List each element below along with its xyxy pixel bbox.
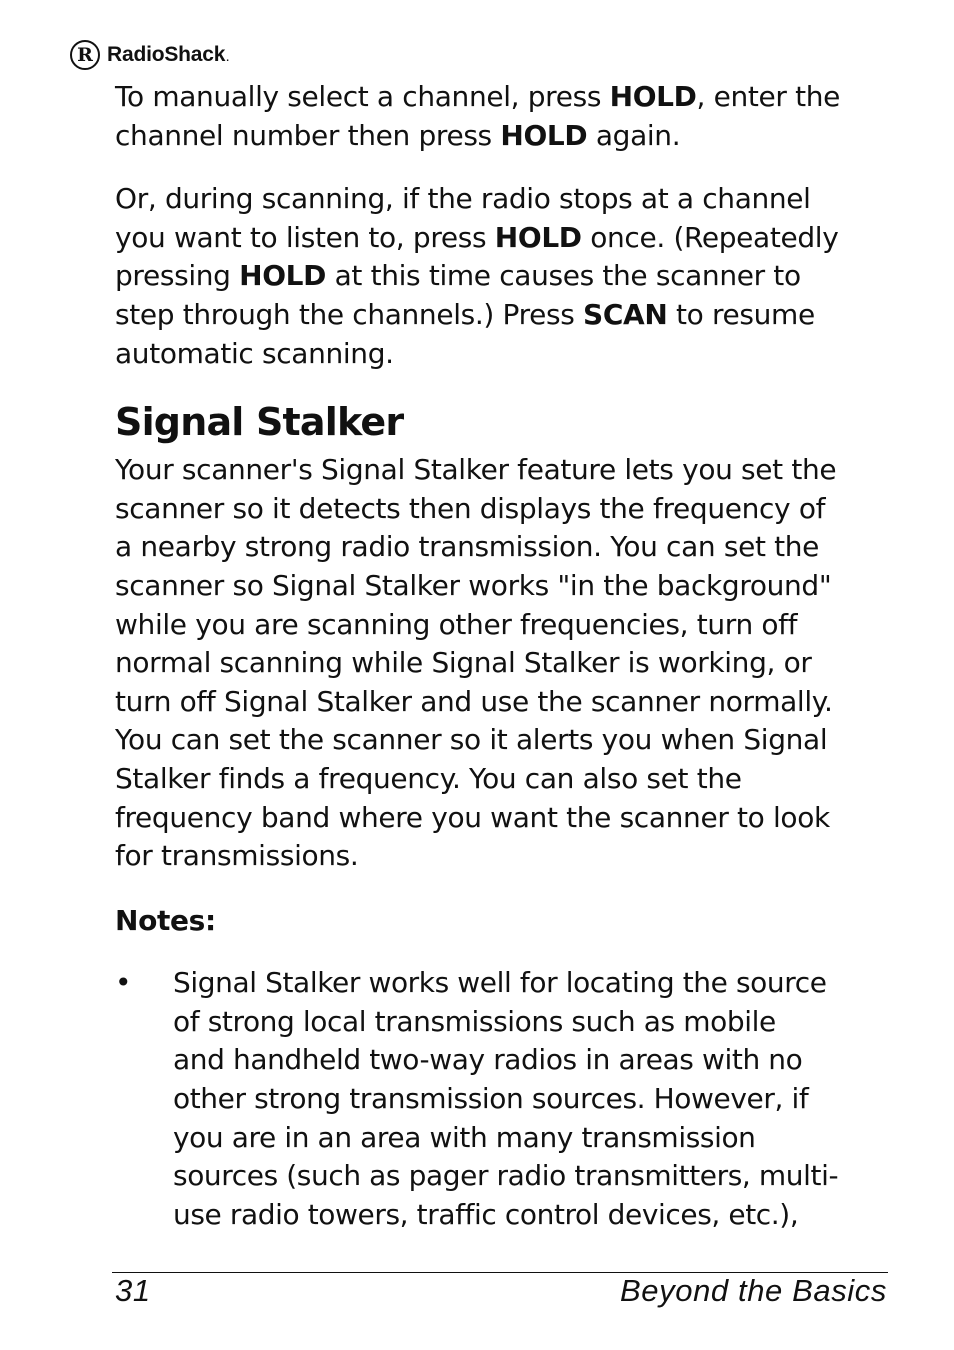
text-line: To manually select a channel, press HOLD, enter the [115, 80, 841, 113]
text-line: Stalker finds a frequency. You can also set the [115, 761, 742, 795]
brand-logo [70, 38, 229, 72]
text-line: and handheld two-way radios in areas with no [173, 1043, 803, 1077]
text-line: You can set the scanner so it alerts you when Signal [115, 723, 828, 757]
text-line: scanner so it detects then displays the frequency of [115, 491, 826, 525]
text-line: while you are scanning other frequencies, turn off [115, 607, 798, 641]
text-line: automatic scanning. [115, 336, 394, 370]
text-line: Your scanner's Signal Stalker feature lets you set the [115, 453, 837, 487]
text-line: other strong transmission sources. However, if [173, 1082, 809, 1116]
text-line: you are in an area with many transmission [173, 1120, 756, 1154]
bullet-icon: • [115, 966, 132, 1000]
brand-name: RadioShack. [107, 43, 229, 66]
notes-label: Notes: [115, 903, 216, 937]
notes-list [115, 964, 890, 1234]
list-item [115, 964, 890, 1234]
text-line: channel number then press HOLD again. [115, 118, 681, 152]
text-line: for transmissions. [115, 839, 359, 873]
text-line: Signal Stalker works well for locating the source [173, 966, 827, 1000]
page-content [115, 78, 890, 1234]
text-line: scanner so Signal Stalker works "in the background" [115, 568, 832, 602]
chapter-title: Beyond the Basics [620, 1273, 887, 1308]
paragraph-manual-select [115, 78, 890, 155]
text-line: you want to listen to, press HOLD once. (Repeatedly [115, 220, 839, 254]
text-line: sources (such as pager radio transmitters, multi- [173, 1159, 839, 1193]
text-line: Or, during scanning, if the radio stops at a channel [115, 182, 811, 216]
page-footer [115, 1273, 887, 1309]
section-body [115, 451, 890, 876]
registered-mark-icon: R [70, 40, 100, 70]
text-line: normal scanning while Signal Stalker is working, or [115, 646, 812, 680]
text-line: pressing HOLD at this time causes the scanner to [115, 259, 801, 293]
text-line: use radio towers, traffic control devices, etc.), [173, 1197, 799, 1231]
section-heading: Signal Stalker [115, 400, 404, 445]
text-line: turn off Signal Stalker and use the scanner normally. [115, 684, 833, 718]
text-line: of strong local transmissions such as mobile [173, 1004, 776, 1038]
paragraph-during-scanning [115, 180, 890, 373]
page-number: 31 [115, 1273, 151, 1308]
text-line: a nearby strong radio transmission. You can set the [115, 530, 820, 564]
text-line: step through the channels.) Press SCAN to resume [115, 297, 815, 331]
text-line: frequency band where you want the scanner to look [115, 800, 830, 834]
